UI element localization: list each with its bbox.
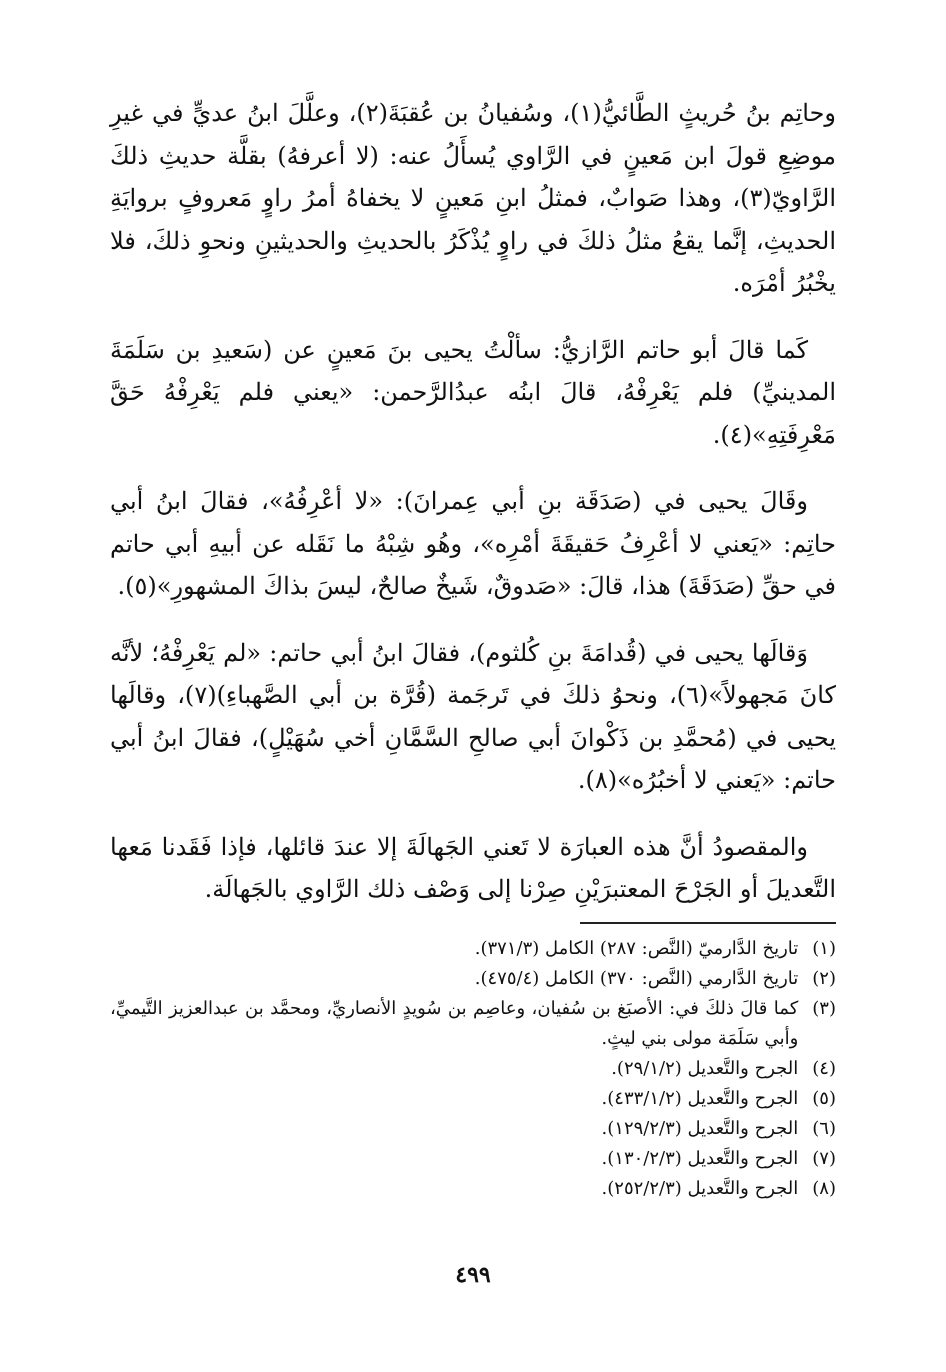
footnote-7 [110, 1144, 836, 1174]
footnote-4 [110, 1054, 836, 1084]
paragraph-2: كَما قالَ أبو حاتم الرَّازيُّ: سألْتُ يحيى بنَ مَعينٍ عن (سَعيدِ بن سَلَمَةَ المدينيِّ) فلم يَعْرِفْهُ، قالَ ابنُه عبدُالرَّحمن: «يعني فلم يَعْرِفْهُ حَقَّ مَعْرِفَتِهِ»(٤). [110, 335, 836, 449]
footnote-number: (٣) [812, 998, 836, 1019]
footnote-text: الجرح والتَّعديل (٢٩/١/٢). [611, 1058, 799, 1079]
footnote-number: (١) [812, 938, 836, 959]
footnote-separator [580, 922, 836, 924]
footnotes [110, 922, 836, 1204]
footnote-3 [110, 994, 836, 1054]
page-number: ٤٩٩ [455, 1262, 491, 1288]
footnote-number: (٢) [812, 968, 836, 989]
footnote-text: الجرح والتَّعديل (١٣٠/٢/٣). [601, 1148, 799, 1169]
paragraph-1: وحاتِم بنُ حُريثٍ الطَّائيُّ(١)، وسُفيانُ بن عُقبَةَ(٢)، وعلَّلَ ابنُ عديٍّ في غيرِ موضِعِ قولَ ابن مَعينٍ في الرَّاوي يُسأَلُ عنه: (لا أعرفهُ) بقلَّة حديثِ ذلكَ الرَّاويّ(٣)، وهذا صَوابٌ، فمثلُ ابنِ مَعينٍ لا يخفاهُ أمرُ راوٍ مَعروفٍ بروايَةِ الحديثِ، إنَّما يقعُ مثلُ ذلكَ في راوٍ يُذْكَرُ بالحديثِ والحديثينِ ونحوِ ذلكَ، فلا يخْبُرُ أمْرَه. [110, 99, 836, 297]
footnote-8 [110, 1174, 836, 1204]
footnote-text: الجرح والتَّعديل (١٢٩/٢/٣). [601, 1118, 799, 1139]
footnote-6 [110, 1114, 836, 1144]
footnote-1 [110, 934, 836, 964]
footnote-text: الجرح والتَّعديل (٢٥٢/٢/٣). [601, 1178, 799, 1199]
footnote-5 [110, 1084, 836, 1114]
footnote-number: (٥) [812, 1088, 836, 1109]
footnote-number: (٤) [812, 1058, 836, 1079]
footnote-text: تاريخ الدَّارمي (النَّص: ٣٧٠) الكامل (٤٧٥/٤). [474, 968, 799, 989]
main-text [110, 92, 836, 911]
paragraph-4: وَقالَها يحيى في (قُدامَةَ بنِ كُلثوم)، فقالَ ابنُ أبي حاتم: «لم يَعْرِفْهُ؛ لأنَّه كانَ مَجهولاً»(٦)، ونحوُ ذلكَ في تَرجَمة (قُرَّة بن أبي الصَّهباءِ)(٧)، وقالَها يحيى في (مُحمَّدِ بن ذَكْوانَ أبي صالحِ السَّمَّانِ أخي سُهَيْلٍ)، فقالَ ابنُ أبي حاتم: «يَعني لا أخبُرُه»(٨). [110, 638, 836, 794]
footnote-text: كما قالَ ذلكَ في: الأصبَغ بن سُفيان، وعاصِم بن سُويدٍ الأنصاريِّ، ومحمَّد بن عبدالعزيز التَّيميِّ، وأبي سَلَمَة مولى بني ليثٍ. [110, 998, 799, 1049]
footnote-2 [110, 964, 836, 994]
footnote-number: (٦) [812, 1118, 836, 1139]
footnote-text: تاريخ الدَّارميّ (النَّص: ٢٨٧) الكامل (٣٧١/٣). [474, 938, 799, 959]
paragraph-3: وقَالَ يحيى في (صَدَقَة بنِ أبي عِمرانَ): «لا أعْرِفُهُ»، فقالَ ابنُ أبي حاتِم: «يَعني لا أعْرِفُ حَقيقَةَ أمْرِه»، وهُو شِبْهُ ما نَقَله عن أبيهِ أبي حاتم في حقِّ (صَدَقَةَ) هذا، قالَ: «صَدوقٌ، شَيخٌ صالحٌ، ليسَ بذاكَ المشهورِ»(٥). [110, 487, 836, 600]
footnote-number: (٨) [812, 1178, 836, 1199]
paragraph-5: والمقصودُ أنَّ هذه العبارَة لا تَعني الجَهالَةَ إلا عندَ قائلها، فإذا فَقَدنا مَعها التَّعديلَ أو الجَرْحَ المعتبرَيْنِ صِرْنا إلى وَصْف ذلك الرَّاوي بالجَهالَة. [110, 832, 836, 903]
footnote-text: الجرح والتَّعديل (٤٣٣/١/٢). [601, 1088, 799, 1109]
footnote-number: (٧) [812, 1148, 836, 1169]
